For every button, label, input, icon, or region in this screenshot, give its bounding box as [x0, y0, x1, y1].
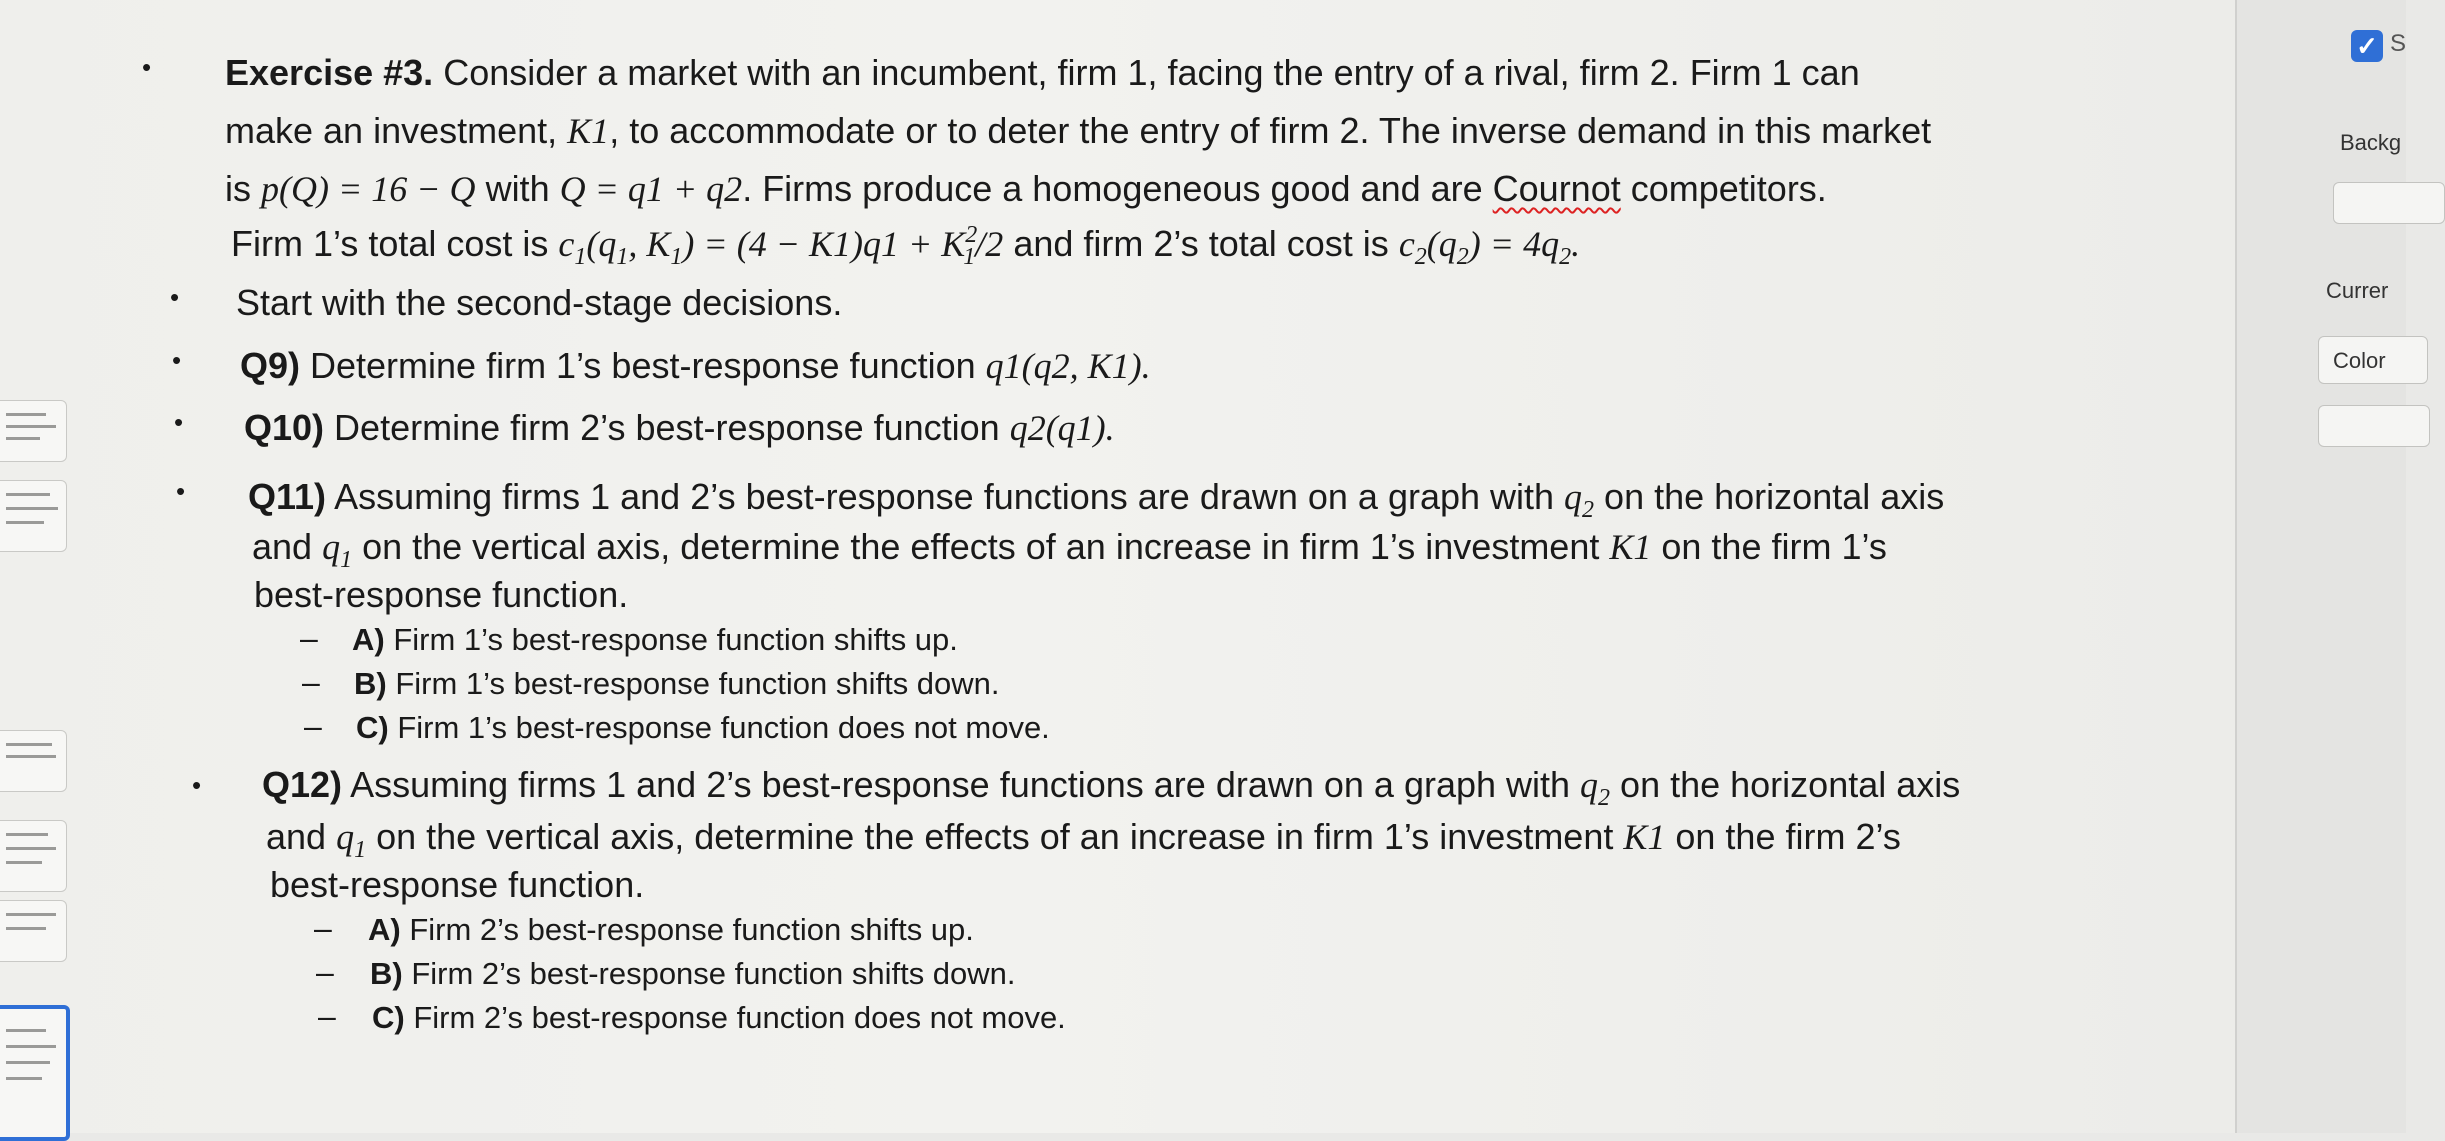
start-line: Start with the second-stage decisions.: [236, 282, 843, 323]
checkbox-label: S: [2390, 30, 2407, 57]
exercise-heading: Exercise #3.: [225, 52, 434, 93]
exercise-line-4: Firm 1’s total cost is $c_1(q_1$, $K_1) = (4 - K1)q1 + K^2_1/2$ and firm 2’s total cost is $c_2(q_2) = 4q_2$.: [231, 222, 1581, 270]
option-dash: –: [300, 620, 318, 656]
color-swatch[interactable]: [2318, 405, 2430, 447]
bullet-dot: •: [174, 407, 184, 437]
slide-thumbnail-strip: [0, 400, 72, 1133]
question-q10: Q10) Determine firm 2’s best-response function q2(q1).: [244, 407, 1115, 448]
k1-symbol: K1: [567, 111, 610, 151]
bullet-dot: •: [170, 282, 180, 312]
q12-option-b[interactable]: B) Firm 2’s best-response function shifts down.: [370, 956, 1016, 991]
slide-thumbnail-selected[interactable]: [0, 1005, 70, 1141]
current-label: Currer: [2326, 278, 2389, 303]
cost-function-1: $c_1(q_1$, $K_1) = (4 - K1)q1 + K^2_1/2$: [558, 222, 1004, 270]
spellcheck-word[interactable]: Cournot: [1492, 168, 1621, 209]
bullet-dot: •: [172, 345, 182, 375]
demand-equation: p(Q) = 16 − Q: [261, 169, 476, 209]
q11-label: Q11): [248, 476, 327, 517]
question-q12-line-2: and $q_1$ on the vertical axis, determine the effects of an increase in firm 1’s investment K1 on the firm 2’s: [266, 816, 1901, 863]
question-q9: Q9) Determine firm 1’s best-response function q1(q2, K1).: [240, 345, 1151, 386]
q11-option-b[interactable]: B) Firm 1’s best-response function shifts down.: [354, 666, 1000, 701]
question-q11-line-3: best-response function.: [254, 574, 629, 615]
question-q12-line-3: best-response function.: [270, 864, 645, 905]
q11-option-c[interactable]: C) Firm 1’s best-response function does not move.: [356, 710, 1050, 745]
q12-option-a[interactable]: A) Firm 2’s best-response function shifts up.: [368, 912, 974, 947]
background-swatch[interactable]: [2333, 182, 2445, 224]
option-dash: –: [304, 708, 322, 744]
option-dash: –: [318, 998, 336, 1034]
cost-function-2: $c_2(q_2) = 4q_2$.: [1398, 224, 1581, 270]
exercise-line-1: Exercise #3. Consider a market with an incumbent, firm 1, facing the entry of a rival, firm 2. Firm 1 can: [225, 52, 1860, 93]
bullet-dot: •: [142, 52, 152, 82]
checkbox-checked[interactable]: ✓: [2351, 30, 2383, 62]
q12-option-c[interactable]: C) Firm 2’s best-response function does not move.: [372, 1000, 1066, 1035]
option-dash: –: [302, 664, 320, 700]
slide-thumbnail[interactable]: [0, 480, 67, 552]
exercise-line-3: is p(Q) = 16 − Q with Q = q1 + q2. Firms produce a homogeneous good and are Cournot competitors.: [225, 168, 1827, 209]
slide-thumbnail[interactable]: [0, 730, 67, 792]
slide-thumbnail[interactable]: [0, 900, 67, 962]
question-q12-line-1: Q12) Assuming firms 1 and 2’s best-response functions are drawn on a graph with $q_2$ on the horizontal axis: [262, 764, 1961, 811]
exercise-line-2: make an investment, K1, to accommodate or to deter the entry of firm 2. The inverse demand in this market: [225, 110, 1932, 151]
bullet-dot: •: [176, 476, 186, 506]
format-sidebar: [2235, 0, 2406, 1133]
quantity-equation: Q = q1 + q2: [559, 169, 743, 209]
slide-thumbnail[interactable]: [0, 400, 67, 462]
question-q11-line-1: Q11) Assuming firms 1 and 2’s best-response functions are drawn on a graph with $q_2$ on the horizontal axis: [248, 476, 1945, 523]
option-dash: –: [316, 954, 334, 990]
bullet-dot: •: [192, 770, 202, 800]
q9-label: Q9): [240, 345, 301, 386]
background-label: Backg: [2340, 130, 2402, 155]
q11-option-a[interactable]: A) Firm 1’s best-response function shifts up.: [352, 622, 958, 657]
slide-thumbnail[interactable]: [0, 820, 67, 892]
option-dash: –: [314, 910, 332, 946]
q10-label: Q10): [244, 407, 325, 448]
question-q11-line-2: and $q_1$ on the vertical axis, determine the effects of an increase in firm 1’s investment K1 on the firm 1’s: [252, 526, 1887, 573]
q12-label: Q12): [262, 764, 343, 805]
color-button[interactable]: Color: [2318, 336, 2428, 384]
